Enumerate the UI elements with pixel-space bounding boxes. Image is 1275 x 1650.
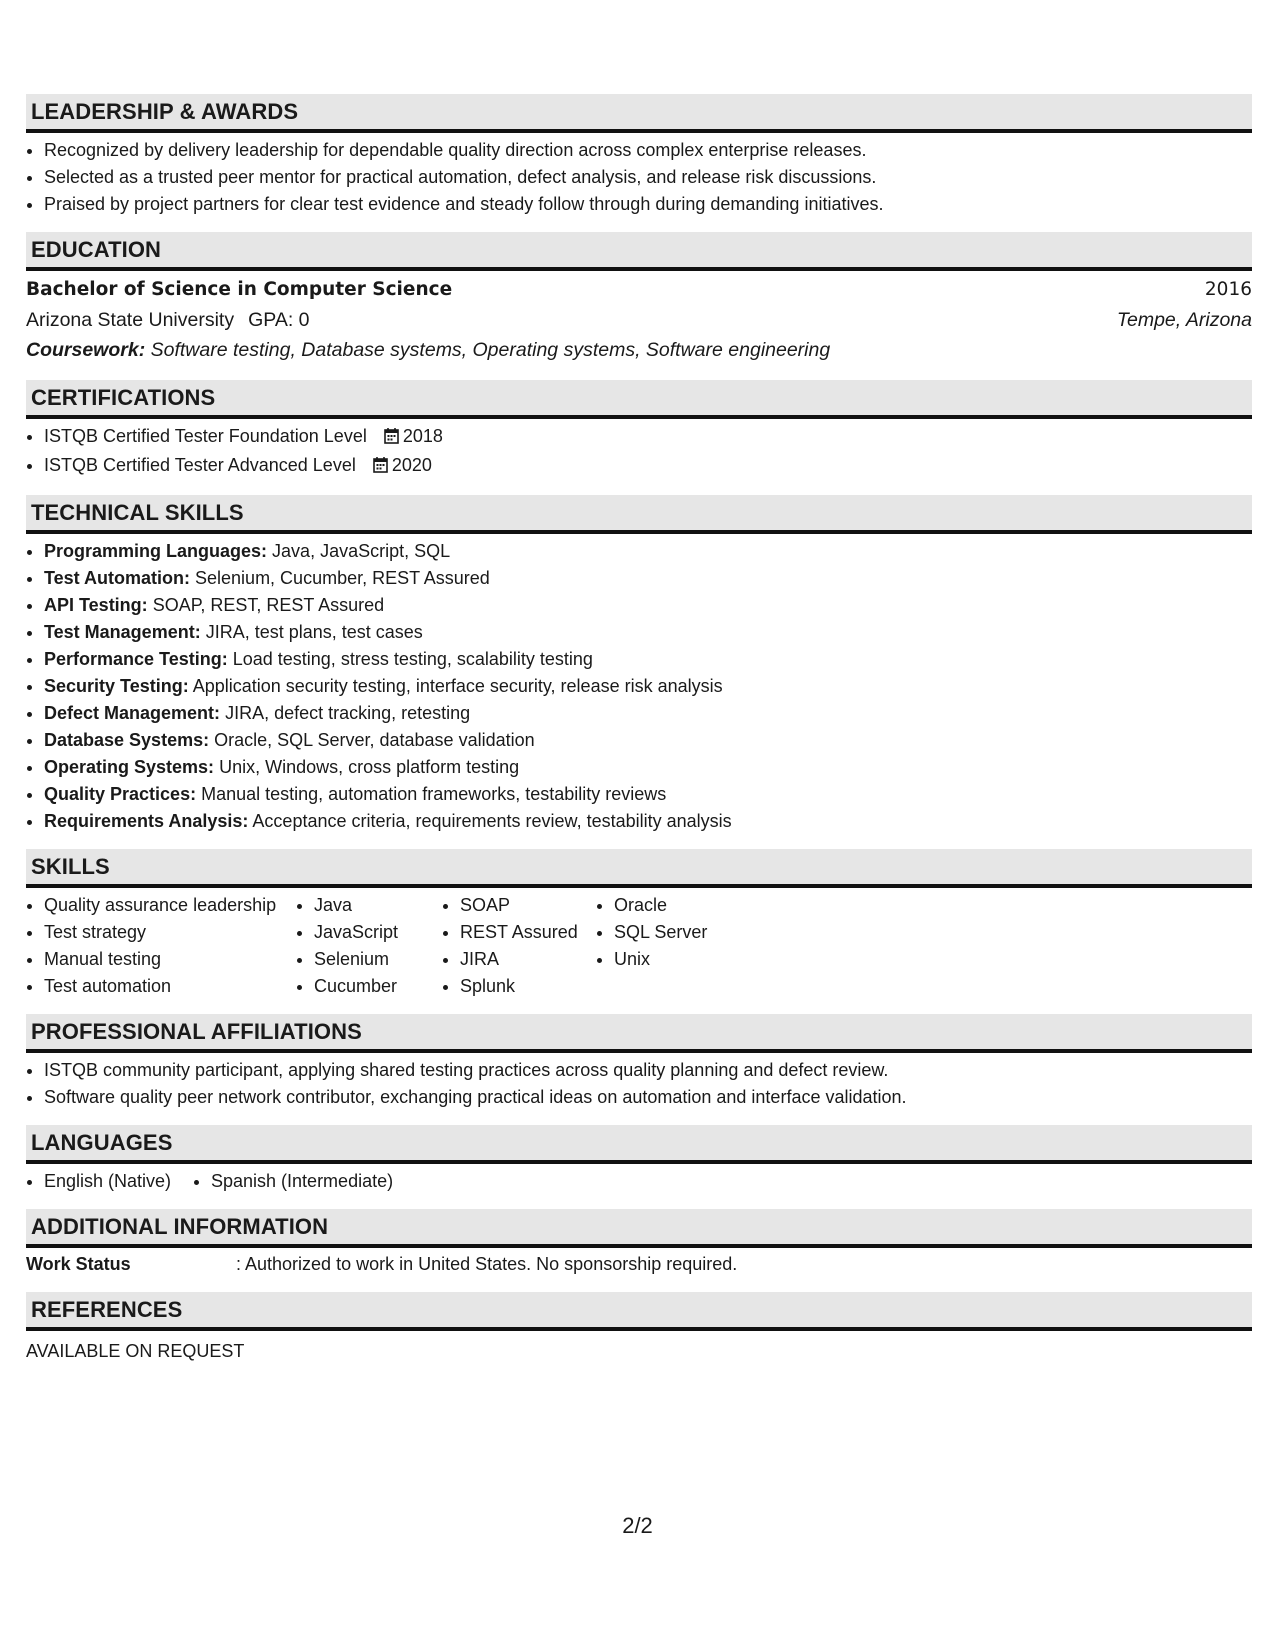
- list-item: [44, 808, 1252, 835]
- affiliations-section: [26, 1014, 1252, 1111]
- coursework-list: Software testing, Database systems, Operating systems, Software engineering: [150, 339, 831, 361]
- skill-label: Quality Practices:: [44, 784, 197, 804]
- list-item: [44, 673, 1252, 700]
- certification-year: 2018: [402, 426, 443, 446]
- section-header-affiliations: PROFESSIONAL AFFILIATIONS: [26, 1014, 1252, 1053]
- skill-value: Application security testing, interface security, release risk analysis: [192, 676, 723, 696]
- education-entry: [26, 271, 1252, 366]
- list-item: • ISTQB community participant, applying shared testing practices across quality planning and defect review.: [44, 1057, 1252, 1084]
- section-header-languages: LANGUAGES: [26, 1125, 1252, 1164]
- list-item: • Unix: [614, 946, 707, 973]
- skill-value: Acceptance criteria, requirements review, testability analysis: [252, 811, 732, 831]
- section-header-additional-info: ADDITIONAL INFORMATION: [26, 1209, 1252, 1248]
- references-text: AVAILABLE ON REQUEST: [26, 1341, 245, 1361]
- skill-label: API Testing:: [44, 595, 148, 615]
- list-item: • Recognized by delivery leadership for dependable quality direction across complex enterprise releases.: [44, 137, 1252, 164]
- skill-value: JIRA, defect tracking, retesting: [225, 703, 471, 723]
- list-item: [44, 700, 1252, 727]
- certifications-section: [26, 380, 1252, 481]
- list-item: [44, 538, 1252, 565]
- list-item: • Selenium: [314, 946, 442, 973]
- section-header-technical-skills: TECHNICAL SKILLS: [26, 495, 1252, 534]
- list-item: [44, 781, 1252, 808]
- languages-section: [26, 1125, 1252, 1195]
- additional-info-section: [26, 1209, 1252, 1278]
- leadership-list: [26, 137, 1252, 218]
- list-item: • Manual testing: [44, 946, 296, 973]
- list-item: • Test automation: [44, 973, 296, 1000]
- skill-label: Requirements Analysis:: [44, 811, 249, 831]
- list-item: • REST Assured: [460, 919, 596, 946]
- skill-value: Unix, Windows, cross platform testing: [219, 757, 520, 777]
- skills-section: [26, 849, 1252, 1000]
- calendar-icon: [384, 425, 399, 452]
- coursework: [26, 335, 1252, 366]
- skill-value: SOAP, REST, REST Assured: [152, 595, 385, 615]
- list-item: • Test strategy: [44, 919, 296, 946]
- list-item: • JIRA: [460, 946, 596, 973]
- skill-value: Selenium, Cucumber, REST Assured: [195, 568, 490, 588]
- resume-page: [26, 94, 1252, 1379]
- certification-item: [44, 423, 1252, 452]
- skills-column: [442, 892, 596, 1000]
- education-section: [26, 232, 1252, 366]
- section-header-leadership: LEADERSHIP & AWARDS: [26, 94, 1252, 133]
- list-item: • Quality assurance leadership: [44, 892, 296, 919]
- language-item: • English (Native): [44, 1168, 193, 1195]
- skill-label: Test Management:: [44, 622, 201, 642]
- list-item: • JavaScript: [314, 919, 442, 946]
- list-item: • Oracle: [614, 892, 707, 919]
- gpa: GPA: 0: [248, 309, 310, 331]
- skill-value: Java, JavaScript, SQL: [272, 541, 451, 561]
- list-item: • Java: [314, 892, 442, 919]
- leadership-section: [26, 94, 1252, 218]
- references-section: [26, 1292, 1252, 1365]
- technical-skills-list: [26, 538, 1252, 835]
- list-item: • Software quality peer network contributor, exchanging practical ideas on automation and interface validation.: [44, 1084, 1252, 1111]
- page-number: 2/2: [622, 1513, 653, 1538]
- list-item: • SQL Server: [614, 919, 707, 946]
- skill-label: Security Testing:: [44, 676, 189, 696]
- degree-title: Bachelor of Science in Computer Science: [26, 279, 453, 300]
- section-header-education: EDUCATION: [26, 232, 1252, 271]
- school-location: Tempe, Arizona: [1116, 309, 1252, 331]
- work-status-label: Work Status: [26, 1254, 131, 1274]
- skills-column: [296, 892, 442, 1000]
- section-header-references: REFERENCES: [26, 1292, 1252, 1331]
- list-item: • Selected as a trusted peer mentor for practical automation, defect analysis, and release risk discussions.: [44, 164, 1252, 191]
- skills-grid: [26, 888, 1252, 1000]
- affiliations-list: [26, 1057, 1252, 1111]
- skill-label: Operating Systems:: [44, 757, 215, 777]
- list-item: [44, 727, 1252, 754]
- list-item: • SOAP: [460, 892, 596, 919]
- skill-value: Oracle, SQL Server, database validation: [214, 730, 535, 750]
- languages-list: [26, 1164, 1252, 1195]
- certifications-list: [26, 423, 1252, 481]
- calendar-icon: [373, 454, 388, 481]
- certification-name: ISTQB Certified Tester Advanced Level: [44, 455, 356, 475]
- section-header-certifications: CERTIFICATIONS: [26, 380, 1252, 419]
- work-status-row: [26, 1248, 1252, 1278]
- language-item: • Spanish (Intermediate): [211, 1168, 393, 1195]
- skill-label: Defect Management:: [44, 703, 221, 723]
- coursework-label: Coursework:: [26, 339, 146, 361]
- skill-label: Database Systems:: [44, 730, 210, 750]
- certification-item: [44, 452, 1252, 481]
- list-item: [44, 754, 1252, 781]
- skills-column: [26, 892, 296, 1000]
- skill-label: Programming Languages:: [44, 541, 268, 561]
- skill-value: Manual testing, automation frameworks, testability reviews: [201, 784, 667, 804]
- list-item: [44, 592, 1252, 619]
- graduation-year: 2016: [1204, 279, 1252, 300]
- skill-label: Performance Testing:: [44, 649, 228, 669]
- list-item: • Splunk: [460, 973, 596, 1000]
- school-name: Arizona State University: [26, 309, 235, 331]
- list-item: [44, 646, 1252, 673]
- section-header-skills: SKILLS: [26, 849, 1252, 888]
- certification-year: 2020: [391, 455, 432, 475]
- skills-column: [596, 892, 707, 1000]
- list-item: [44, 619, 1252, 646]
- technical-skills-section: [26, 495, 1252, 835]
- skill-label: Test Automation:: [44, 568, 190, 588]
- certification-name: ISTQB Certified Tester Foundation Level: [44, 426, 367, 446]
- skill-value: Load testing, stress testing, scalability testing: [232, 649, 593, 669]
- skill-value: JIRA, test plans, test cases: [205, 622, 423, 642]
- list-item: • Cucumber: [314, 973, 442, 1000]
- list-item: • Praised by project partners for clear test evidence and steady follow through during demanding initiatives.: [44, 191, 1252, 218]
- work-status-value: : Authorized to work in United States. No sponsorship required.: [236, 1254, 738, 1274]
- list-item: [44, 565, 1252, 592]
